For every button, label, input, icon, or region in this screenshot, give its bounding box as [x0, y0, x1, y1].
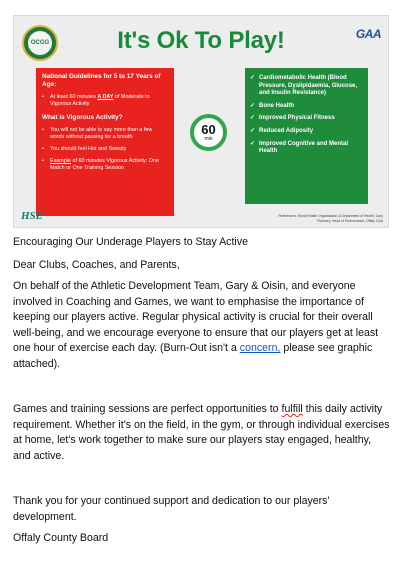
check-icon: ✓	[250, 127, 256, 134]
guideline-emphasis: A DAY	[97, 94, 114, 100]
vigorous-heading: What is Vigorous Activity?	[42, 114, 123, 121]
paragraph-text: Games and training sessions are perfect opportunities to	[13, 403, 282, 415]
guideline-text: of Moderate to Vigorous Activity	[50, 94, 150, 107]
bullet-icon: •	[42, 146, 44, 152]
guideline-text: You will not be able to say more than a few words without pausing for a breath	[50, 127, 153, 140]
hse-logo: HSE	[21, 210, 44, 222]
concern-link[interactable]: concern,	[239, 342, 281, 354]
check-icon: ✓	[250, 115, 256, 122]
guideline-text: of 60 minutes Vigorous Activity: One Match or One Training Session	[50, 158, 159, 171]
spellcheck-word[interactable]: fulfill	[281, 403, 303, 415]
benefit-item	[250, 103, 363, 111]
letter-signature: Offaly County Board	[13, 532, 109, 544]
benefit-text: Improved Physical Fitness	[259, 115, 335, 122]
letter-paragraph-1	[13, 279, 391, 372]
paragraph-text: On behalf of the Athletic Development Team, Gary & Oisin, and everyone involved in Coaching and Games, we want to emphasise the importance of keeping our players active. Regular physical activity is crucial for their overall well-being, and we encourage everyone to ensure that our players get at least one hour of exercise each day. (Burn-Out isn't a	[13, 280, 379, 354]
guideline-item	[42, 146, 168, 153]
bullet-icon: •	[42, 94, 44, 100]
timer-value: 60	[201, 121, 216, 137]
guidelines-heading: National Guidelines for 5 to 17 Years of Age:	[42, 73, 161, 88]
check-icon: ✓	[250, 102, 256, 109]
paragraph-text: this daily activity requirement. Whether it's on the field, in the gym, or through individual exercises at home, let's work together to make sure our players stay engaged, healthy, and active.	[13, 403, 390, 462]
benefits-panel	[245, 68, 368, 204]
guideline-text: At least 60 minutes	[50, 94, 98, 100]
bullet-icon: •	[42, 127, 44, 133]
gaa-logo: GAA	[355, 27, 381, 41]
guideline-text: You should feel Hot and Sweaty	[50, 146, 127, 152]
letter-body	[13, 235, 391, 547]
banner-headline: It's Ok To Play!	[117, 27, 285, 54]
letter-thanks: Thank you for your continued support and dedication to our players' development.	[13, 495, 330, 523]
benefit-item	[250, 128, 363, 136]
letter-greeting: Dear Clubs, Coaches, and Parents,	[13, 258, 180, 271]
letter-paragraph-2	[13, 402, 391, 464]
letter-title: Encouraging Our Underage Players to Stay Active	[13, 236, 248, 248]
guidelines-panel	[36, 68, 174, 216]
benefit-item	[250, 141, 363, 156]
benefit-text: Bone Health	[259, 102, 295, 109]
benefit-text: Improved Cognitive and Mental Health	[259, 140, 349, 155]
timer-unit: min	[204, 135, 213, 142]
infographic-banner	[13, 15, 389, 228]
benefit-text: Cardiometabolic Health (Blood Pressure, Dyslipidaemia, Glucose, and Insulin Resistance)	[259, 75, 358, 97]
stopwatch-icon	[190, 114, 227, 151]
crest-inner: OCGG	[28, 31, 52, 55]
guideline-item	[42, 158, 168, 172]
bullet-icon: •	[42, 158, 44, 164]
references-text: References: World Health Organisation & Department of Health. Gary Flannery, Head of Performance, Offaly GAA	[278, 214, 383, 223]
benefit-item	[250, 115, 363, 123]
check-icon: ✓	[250, 75, 256, 81]
paragraph-text: please see graphic attached).	[13, 342, 373, 370]
benefit-item	[250, 75, 363, 98]
guideline-emphasis: Example	[50, 158, 71, 164]
guideline-item	[42, 127, 168, 141]
benefit-text: Reduced Adiposity	[259, 127, 314, 134]
check-icon: ✓	[250, 140, 256, 147]
guideline-item	[42, 94, 168, 108]
